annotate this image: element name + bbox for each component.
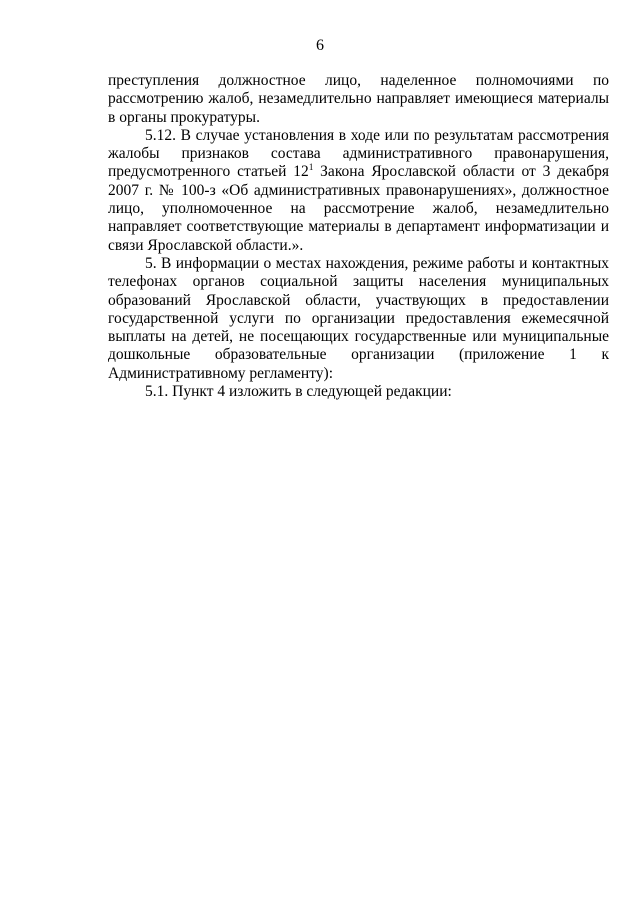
paragraph-5-12 [108, 127, 609, 255]
paragraph-prosecution-referral: преступления должностное лицо, наделенное полномочиями по рассмотрению жалоб, незамедлительно направляет имеющиеся материалы в органы прокуратуры. [108, 72, 609, 126]
paragraph-5-12-text-start: 5.12. В случае установления в ходе или по результатам рассмотрения жалобы признаков состава административного правонарушения, предусмотренного статьей 12 [108, 126, 609, 181]
page-number: 6 [316, 37, 324, 54]
article-superscript: 1 [308, 162, 314, 173]
paragraph-5-1: 5.1. Пункт 4 изложить в следующей редакции: [145, 383, 452, 401]
document-body [108, 72, 609, 401]
paragraph-5-12-text-end: Закона Ярославской области от 3 декабря 2007 г. № 100-з «Об административных правонарушениях», должностное лицо, уполномоченное на рассмотрение жалоб, незамедлительно направляет соответствующие материалы в департамент информатизации и связи Ярославской области.». [108, 163, 609, 254]
paragraph-5: 5. В информации о местах нахождения, режиме работы и контактных телефонах органов социальной защиты населения муниципальных образований Ярославской области, участвующих в предоставлении государственной услуги по организации предоставления ежемесячной выплаты на детей, не посещающих государственные или муниципальные дошкольные образовательные организации (приложение 1 к Административному регламенту): [108, 254, 609, 382]
